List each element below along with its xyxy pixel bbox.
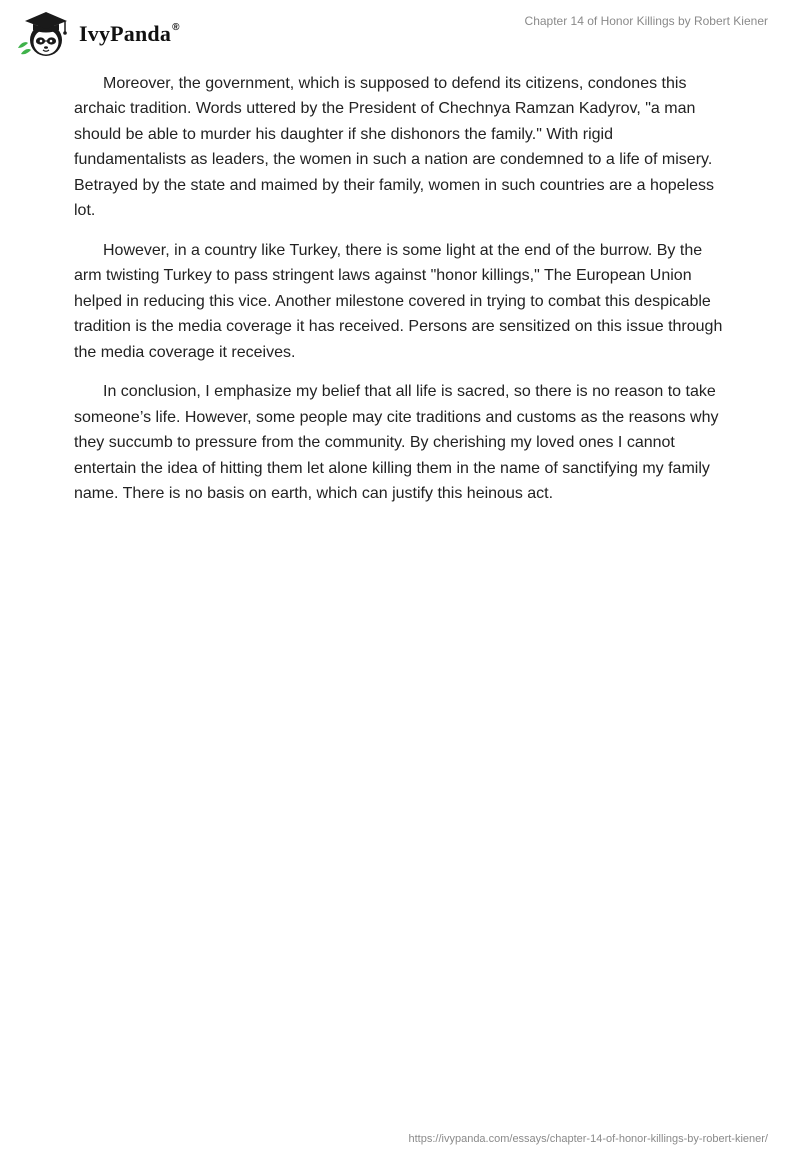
- page-header: [0, 0, 800, 66]
- essay-body: [74, 71, 728, 521]
- paragraph: However, in a country like Turkey, there is some light at the end of the burrow. By the arm twisting Turkey to pass stringent laws against "honor killings," The European Union helped in reducing this vice. Another milestone covered in trying to combat this despicable tradition is the media coverage it has received. Persons are sensitized on this issue through the media coverage it receives.: [74, 241, 723, 361]
- paragraph: Moreover, the government, which is supposed to defend its citizens, condones this archaic tradition. Words uttered by the President of Chechnya Ramzan Kadyrov, "a man should be able to murder his daughter if she dishonors the family." With rigid fundamentalists as leaders, the women in such a nation are condemned to a life of misery. Betrayed by the state and maimed by their family, women in such countries are a hopeless lot.: [74, 75, 715, 220]
- brand-name: [79, 21, 180, 47]
- ivypanda-logo[interactable]: [15, 8, 180, 58]
- source-url[interactable]: https://ivypanda.com/essays/chapter-14-of-honor-killings-by-robert-kiener/: [408, 1133, 768, 1145]
- paragraph: In conclusion, I emphasize my belief that all life is sacred, so there is no reason to take someone’s life. However, some people may cite traditions and customs as the reasons why they succumb to pressure from the community. By cherishing my loved ones I cannot entertain the idea of hitting them let alone killing them in the name of sanctifying my family name. There is no basis on earth, which can justify this heinous act.: [74, 383, 719, 503]
- brand-name-text: IvyPanda: [79, 21, 172, 46]
- document-title: Chapter 14 of Honor Killings by Robert Kiener: [524, 14, 768, 28]
- registered-mark: ®: [172, 21, 180, 33]
- panda-graduation-cap-icon: [15, 8, 73, 58]
